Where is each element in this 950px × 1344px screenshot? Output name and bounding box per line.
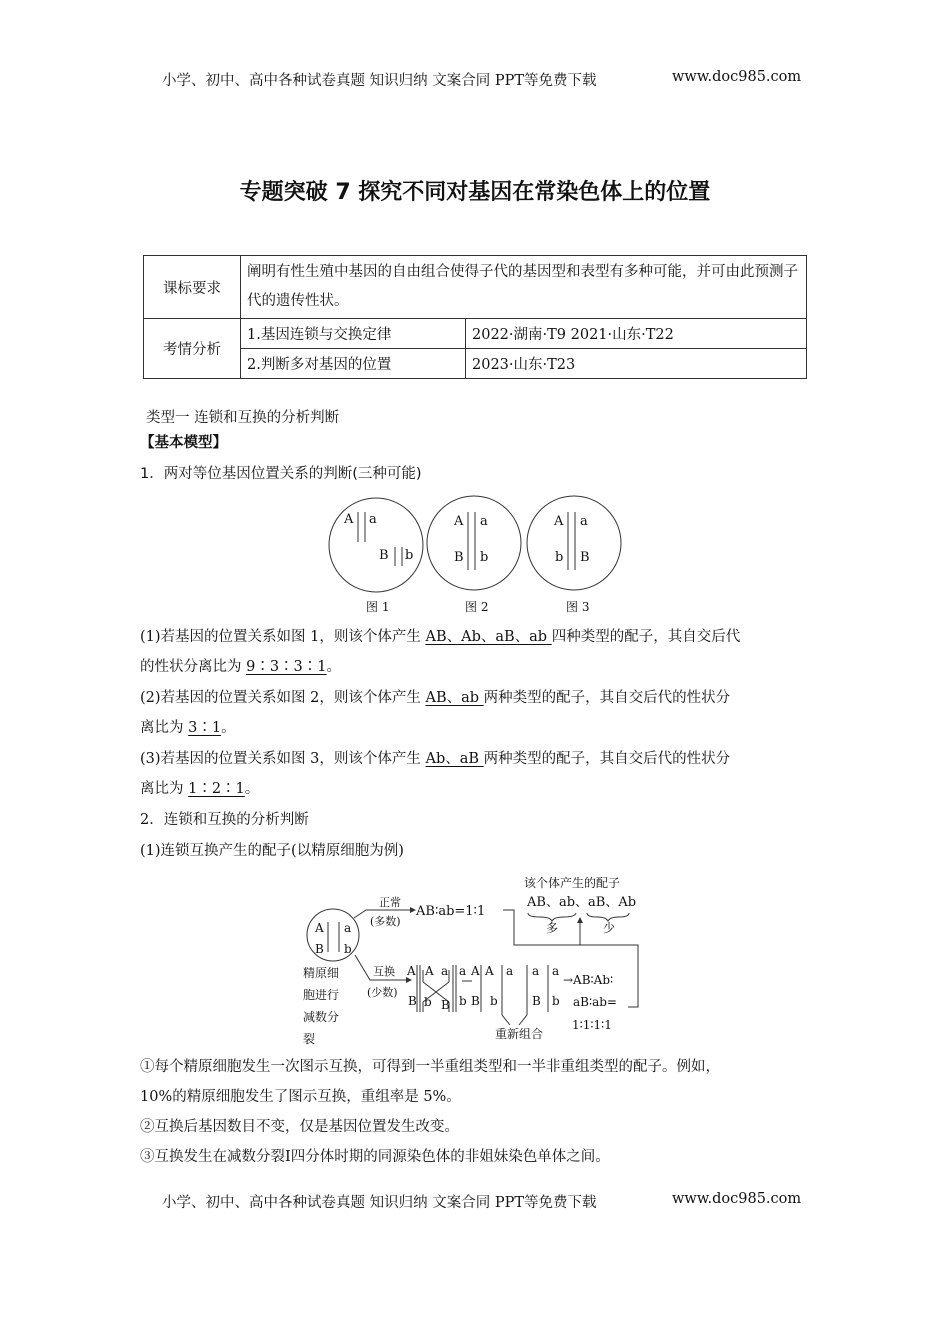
paragraph-line: (1)若基因的位置关系如图 1，则该个体产生 AB、Ab、aB、ab 四种类型的配子，其自交后代 [140, 629, 741, 645]
svg-text:aB∶ab=: aB∶ab= [573, 995, 617, 1009]
svg-text:B: B [454, 550, 464, 565]
svg-text:a: a [344, 921, 352, 935]
svg-text:该个体产生的配子: 该个体产生的配子 [524, 876, 621, 890]
paragraph-line: (3)若基因的位置关系如图 3，则该个体产生 Ab、aB 两种类型的配子，其自交后代的性状分 [140, 751, 731, 767]
svg-text:A: A [454, 514, 464, 529]
note-line: ③互换发生在减数分裂Ⅰ四分体时期的同源染色体的非姐妹染色单体之间。 [140, 1149, 610, 1165]
model-heading: 【基本模型】 [140, 435, 227, 451]
svg-text:互换: 互换 [373, 965, 395, 978]
table-cell-source: 2022·湖南·T9 2021·山东·T22 [466, 319, 807, 349]
svg-text:a: a [459, 964, 467, 978]
crossover-diagram [303, 875, 638, 1046]
table-cell-topic: 1.基因连锁与交换定律 [241, 319, 466, 349]
svg-text:A: A [315, 921, 324, 935]
footer-link[interactable]: www.doc985.com [672, 1191, 802, 1207]
normal-ratio: AB∶ab=1∶1 [416, 904, 486, 919]
figure-2 [427, 496, 521, 614]
figure-caption: 图 1 [366, 600, 390, 614]
svg-text:b: b [459, 994, 467, 1008]
svg-text:a: a [369, 512, 377, 527]
svg-text:A: A [344, 512, 354, 527]
svg-text:多: 多 [546, 921, 559, 935]
svg-text:b: b [480, 550, 489, 565]
svg-text:重新组合: 重新组合 [495, 1027, 544, 1041]
svg-text:AB、ab、aB、Ab: AB、ab、aB、Ab [527, 895, 637, 910]
footer-text: 小学、初中、高中各种试卷真题 知识归纳 文案合同 PPT等免费下载 [162, 1195, 597, 1211]
table-cell-topic: 2.判断多对基因的位置 [241, 349, 466, 379]
svg-text:(少数): (少数) [367, 986, 398, 999]
header-link[interactable]: www.doc985.com [672, 69, 802, 85]
answer-blank: AB、Ab、aB、ab [425, 629, 552, 645]
svg-text:b: b [552, 994, 560, 1008]
item-2-1-heading: (1)连锁互换产生的配子(以精原细胞为例) [140, 843, 404, 859]
side-label [303, 965, 339, 1046]
svg-text:B: B [408, 994, 417, 1008]
paragraph-line: 离比为 1∶2∶1。 [140, 781, 260, 797]
figure-caption: 图 2 [465, 600, 489, 614]
item-1-heading: 1．两对等位基因位置关系的判断(三种可能) [140, 466, 422, 482]
svg-text:A: A [554, 514, 564, 529]
svg-text:A: A [425, 964, 434, 978]
table-cell-standard: 阐明有性生殖中基因的自由组合使得子代的基因型和表型有多种可能，并可由此预测子代的遗传性状。 [241, 256, 807, 319]
svg-text:→AB∶Ab∶: →AB∶Ab∶ [563, 973, 614, 987]
table-head-analysis: 考情分析 [144, 319, 241, 379]
svg-text:胞进行: 胞进行 [303, 988, 340, 1002]
note-line: ①每个精原细胞发生一次图示互换，可得到一半重组类型和一半非重组类型的配子。例如， [140, 1059, 720, 1075]
svg-text:(多数): (多数) [370, 915, 401, 928]
paragraph-line: (2)若基因的位置关系如图 2，则该个体产生 AB、ab 两种类型的配子，其自交后代的性状分 [140, 690, 731, 706]
svg-text:A: A [407, 964, 416, 978]
answer-blank: Ab、aB [425, 751, 484, 767]
svg-text:a: a [580, 514, 588, 529]
svg-text:a: a [506, 964, 514, 978]
svg-text:B: B [315, 942, 324, 956]
svg-text:a: a [441, 964, 449, 978]
svg-text:B: B [441, 998, 450, 1012]
svg-text:b: b [405, 548, 414, 563]
svg-text:精原细: 精原细 [303, 966, 340, 980]
note-line: ②互换后基因数目不变，仅是基因位置发生改变。 [140, 1119, 459, 1135]
item-2-heading: 2．连锁和互换的分析判断 [140, 812, 309, 828]
svg-text:B: B [379, 548, 389, 563]
svg-text:1∶1∶1∶1: 1∶1∶1∶1 [572, 1018, 612, 1032]
svg-text:裂: 裂 [303, 1032, 316, 1046]
answer-blank: 3∶1 [188, 720, 222, 736]
paragraph-line: 离比为 3∶1。 [140, 720, 236, 736]
svg-text:A: A [485, 964, 494, 978]
svg-text:a: a [552, 964, 560, 978]
figure-1 [329, 498, 423, 614]
table-head-standard: 课标要求 [144, 256, 241, 319]
svg-text:少: 少 [603, 921, 616, 935]
svg-text:b: b [555, 550, 564, 565]
section-heading: 类型一 连锁和互换的分析判断 [146, 410, 340, 426]
svg-text:B: B [580, 550, 590, 565]
page-title: 专题突破 7 探究不同对基因在常染色体上的位置 [239, 180, 711, 205]
svg-text:A: A [471, 964, 480, 978]
answer-blank: 1∶2∶1 [188, 781, 245, 797]
figure-caption: 图 3 [566, 600, 590, 614]
answer-blank: 9∶3∶3∶1 [246, 659, 327, 675]
svg-text:a: a [480, 514, 488, 529]
answer-blank: AB、ab [425, 690, 484, 706]
svg-text:b: b [424, 995, 432, 1009]
svg-text:B: B [471, 994, 480, 1008]
table-cell-source: 2023·山东·T23 [466, 349, 807, 379]
figure-3 [527, 496, 621, 614]
svg-text:a: a [532, 964, 540, 978]
svg-text:减数分: 减数分 [303, 1010, 340, 1024]
header-text: 小学、初中、高中各种试卷真题 知识归纳 文案合同 PPT等免费下载 [162, 73, 597, 89]
svg-text:b: b [490, 994, 498, 1008]
note-line: 10%的精原细胞发生了图示互换，重组率是 5%。 [140, 1089, 461, 1105]
svg-text:正常: 正常 [379, 896, 401, 909]
svg-text:B: B [532, 994, 541, 1008]
svg-text:b: b [344, 942, 352, 956]
paragraph-line: 的性状分离比为 9∶3∶3∶1。 [140, 659, 342, 675]
